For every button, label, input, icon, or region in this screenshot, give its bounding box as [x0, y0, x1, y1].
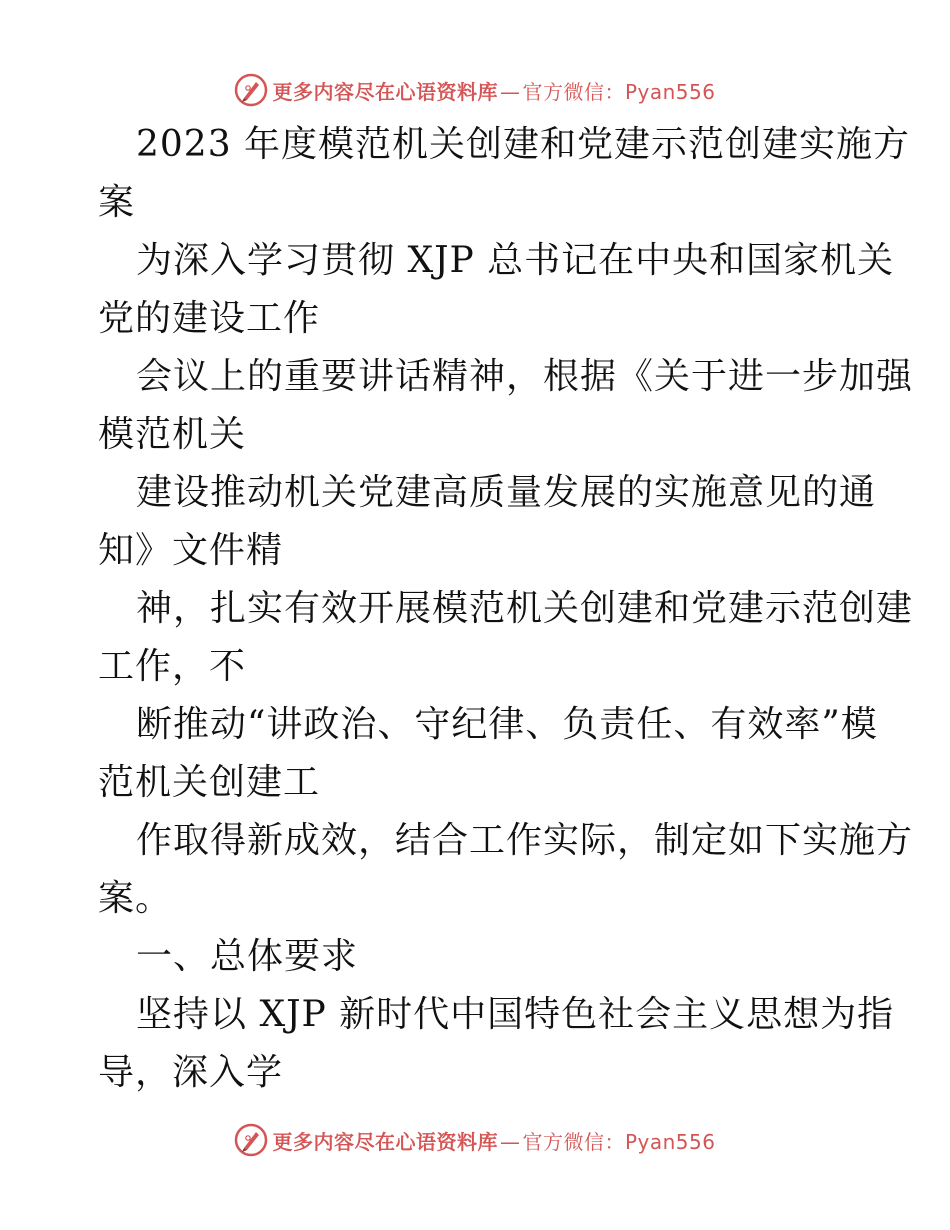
footer-banner-inner: [234, 1123, 715, 1157]
document-line: 为深入学习贯彻 XJP 总书记在中央和国家机关: [136, 240, 895, 281]
pen-quill-icon: [234, 1123, 268, 1157]
document-line: 坚持以 XJP 新时代中国特色社会主义思想为指: [136, 994, 895, 1035]
document-line: 建设推动机关党建高质量发展的实施意见的通: [136, 472, 877, 513]
document-line: 案。: [98, 878, 173, 919]
header-banner-text: [272, 76, 715, 105]
footer-banner: [0, 1120, 950, 1160]
document-line: 2023 年度模范机关创建和党建示范创建实施方: [136, 124, 911, 165]
document-line: 工作，不: [98, 646, 247, 687]
header-banner-dash: —: [499, 79, 521, 104]
document-line: 断推动“讲政治、守纪律、负责任、有效率”模: [136, 704, 878, 745]
document-line: 一、总体要求: [136, 936, 359, 977]
document-line: 知》文件精: [98, 530, 284, 571]
document-line: 作取得新成效，结合工作实际，制定如下实施方: [136, 820, 914, 861]
footer-banner-site: 更多内容尽在心语资料库: [272, 1129, 498, 1154]
document-line: 会议上的重要讲话精神，根据《关于进一步加强: [136, 356, 914, 397]
document-line: 神，扎实有效开展模范机关创建和党建示范创建: [136, 588, 914, 629]
document-line: 党的建设工作: [98, 298, 321, 339]
document-line: 导，深入学: [98, 1052, 284, 1093]
pen-quill-icon: [234, 73, 268, 107]
footer-banner-wechat: 官方微信：Pyan556: [522, 1129, 716, 1154]
header-banner: [0, 70, 950, 110]
document-line: 案: [98, 182, 136, 223]
document-line: 模范机关: [98, 414, 247, 455]
header-banner-site: 更多内容尽在心语资料库: [272, 79, 498, 104]
header-banner-wechat: 官方微信：Pyan556: [522, 79, 716, 104]
document-body: [98, 116, 914, 1102]
footer-banner-text: [272, 1126, 715, 1155]
header-banner-inner: [234, 73, 715, 107]
footer-banner-dash: —: [499, 1129, 521, 1154]
document-line: 范机关创建工: [98, 762, 321, 803]
